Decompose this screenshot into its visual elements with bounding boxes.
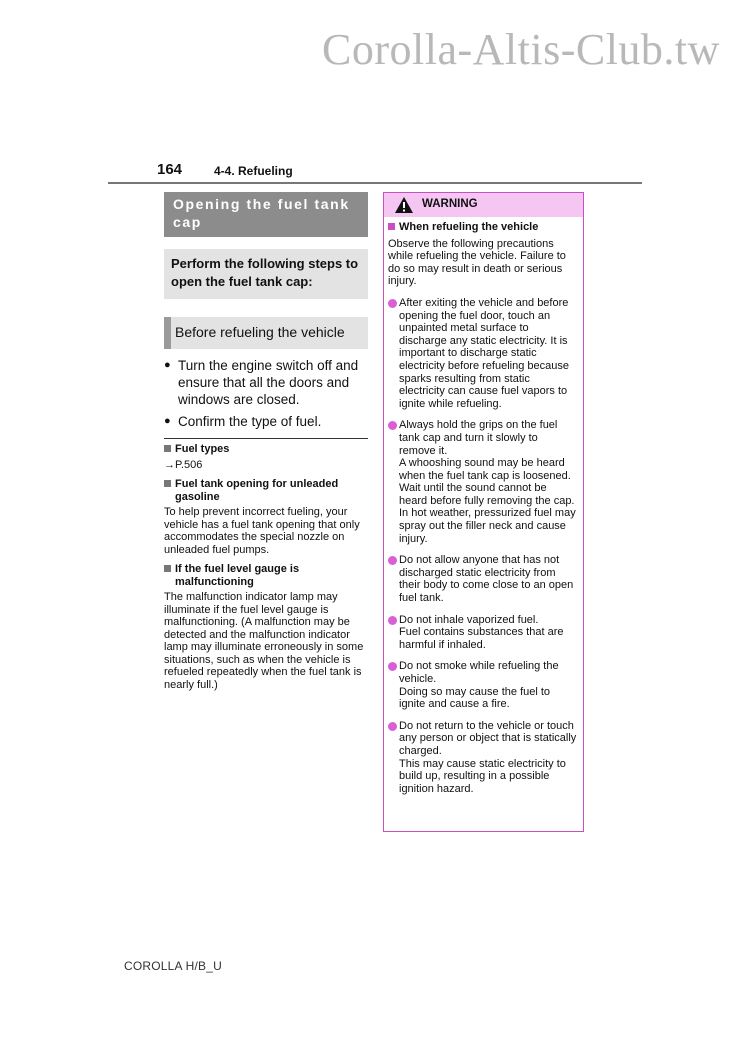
bullet-dot-icon: [388, 722, 397, 731]
square-bullet-icon: [164, 445, 171, 452]
warning-intro: Observe the following precautions while refueling the vehicle. Failure to do so may result in death or serious injury.: [388, 237, 566, 288]
bullet-item: ● Confirm the type of fuel.: [164, 413, 368, 430]
intro-box: Perform the following steps to open the fuel tank cap:: [164, 249, 368, 299]
warning-triangle-icon: [394, 196, 414, 214]
watermark: Corolla-Altis-Club.tw: [322, 25, 720, 74]
bullet-item: ● Turn the engine switch off and ensure that all the doors and windows are closed.: [164, 357, 368, 408]
warning-item: Do not inhale vaporized fuel. Fuel contains substances that are harmful if inhaled.: [388, 614, 577, 652]
left-column: [164, 192, 368, 691]
bullet-list: [164, 357, 368, 430]
topic-heading: Fuel tank opening for unleaded gasoline: [164, 478, 368, 503]
section-title: Opening the fuel tank cap: [164, 192, 368, 237]
warning-label: WARNING: [422, 198, 478, 210]
topic-heading: Fuel types: [164, 443, 368, 456]
bullet-dot-icon: [388, 616, 397, 625]
warning-item: After exiting the vehicle and before opening the fuel door, touch an unpainted metal surface to discharge any static electricity. It is important to discharge static electricity before refueling because sparks resulting from static electricity can cause fuel vapors to ignite while refueling.: [388, 297, 577, 410]
bullet-dot-icon: [388, 421, 397, 430]
warning-item: Do not return to the vehicle or touch any person or object that is statically charged. This may cause static electricity to build up, resulting in a possible ignition hazard.: [388, 720, 577, 796]
square-bullet-icon: [388, 223, 395, 230]
square-bullet-icon: [164, 565, 171, 572]
topic-fuel-types: [164, 443, 368, 471]
warning-header: [384, 193, 583, 217]
topic-body: The malfunction indicator lamp may illuminate if the fuel level gauge is malfunctioning. (A malfunction may be detected and the malfunction indicator lamp may illuminate erroneously in some situations, such as when the vehicle is refueled repeatedly when the fuel tank is nearly full.): [164, 591, 364, 691]
warning-body: [384, 217, 583, 795]
bullet-dot-icon: [388, 299, 397, 308]
topic-fuel-gauge-malfunction: [164, 563, 368, 691]
topic-body: →P.506: [164, 458, 203, 471]
bullet-dot-icon: [388, 662, 397, 671]
square-bullet-icon: [164, 480, 171, 487]
page-number: 164: [157, 161, 183, 178]
topic-body: To help prevent incorrect fueling, your vehicle has a fuel tank opening that only accommodates the special nozzle on unleaded fuel pumps.: [164, 506, 360, 556]
footer-model-code: COROLLA H/B_U: [124, 959, 222, 973]
warning-box: [383, 192, 584, 832]
warning-item: Always hold the grips on the fuel tank cap and turn it slowly to remove it. A whooshing sound may be heard when the fuel tank cap is loosened. Wait until the sound cannot be heard before fully removing the cap. In hot weather, pressurized fuel may spray out the filler neck and cause injury.: [388, 419, 577, 545]
bullet-dot-icon: [388, 556, 397, 565]
section-name: 4-4. Refueling: [214, 164, 293, 178]
header-rule: [108, 182, 642, 184]
warning-heading: When refueling the vehicle: [388, 221, 577, 234]
warning-item: Do not smoke while refueling the vehicle. Doing so may cause the fuel to ignite and cause a fire.: [388, 660, 577, 710]
topic-heading: If the fuel level gauge is malfunctioning: [164, 563, 368, 588]
subheading-box: Before refueling the vehicle: [164, 317, 368, 349]
page-header: [108, 158, 642, 185]
warning-item: Do not allow anyone that has not discharged static electricity from their body to come close to an open fuel tank.: [388, 554, 577, 604]
topic-fuel-tank-opening: [164, 478, 368, 556]
divider: [164, 438, 368, 439]
